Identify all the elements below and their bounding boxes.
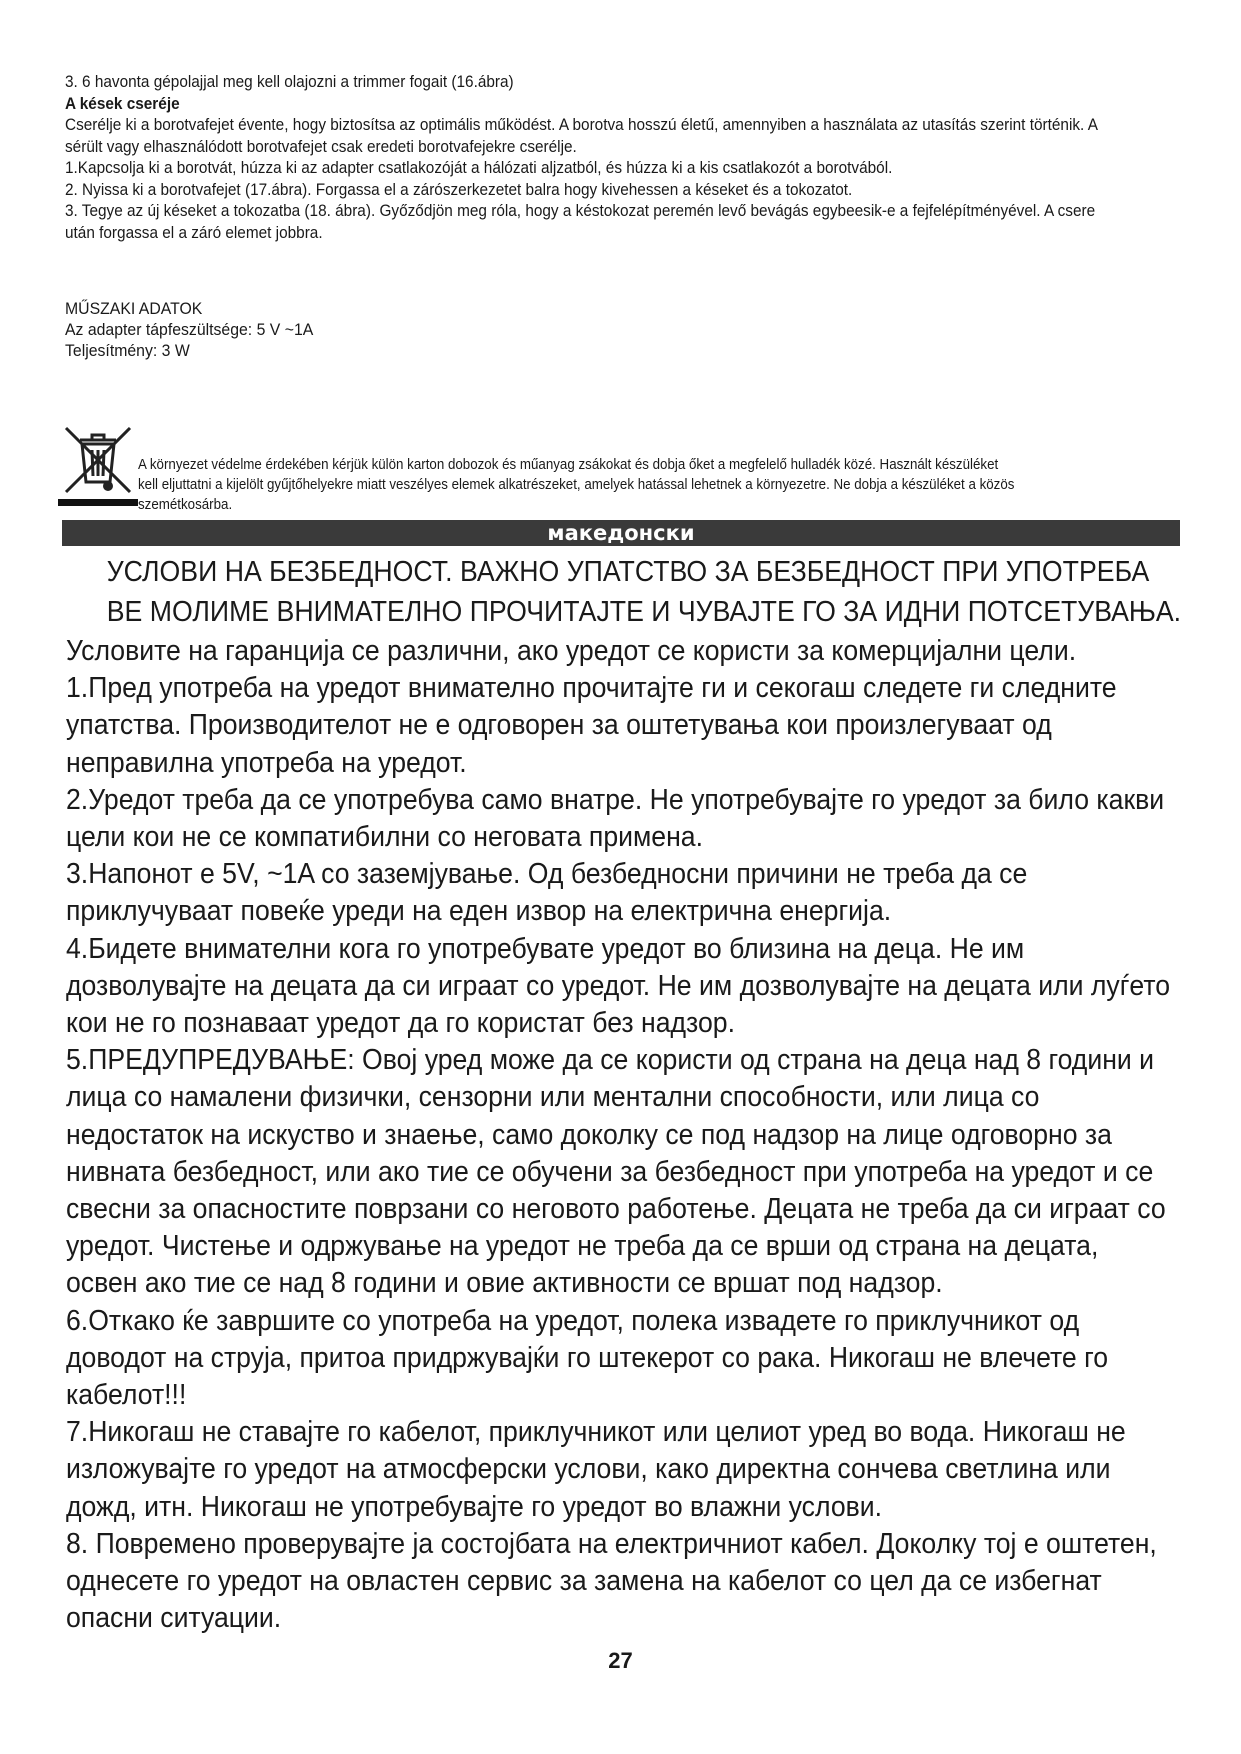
specs-heading: MŰSZAKI ADATOK bbox=[65, 299, 203, 318]
safety-item-4: 4.Бидете внимателни кога го употребувате уредот во близина на деца. Не им дозволувајте на децата да си играат со уредот. Не им дозволувајте на децата или луѓето кои не го познаваат уредот да го користат без надзор. bbox=[66, 932, 1171, 1040]
hungarian-section bbox=[65, 72, 1107, 244]
safety-item-6: 6.Откако ќе завршите со употреба на уредот, полека извадете го приклучникот од доводот на струја, притоа придржувајќи го штекерот со рака. Никогаш не влечете го кабелот!!! bbox=[66, 1304, 1109, 1412]
safety-title-line-1: УСЛОВИ НА БЕЗБЕДНОСТ. ВАЖНО УПАТСТВО ЗА БЕЗБЕДНОСТ ПРИ УПОТРЕБА bbox=[106, 556, 1150, 588]
safety-item-5: 5.ПРЕДУПРЕДУВАЊЕ: Овој уред може да се користи од страна на деца над 8 години и лица со намалени физички, сензорни или ментални способности, или лица со недостаток на искуство и знаење, само доколку се под надзор на лице одговорно за нивната безбедност, или ако тие се обучени за безбедност при употреба на уредот и се свесни за опасностите поврзани со неговото работење. Децата не треба да си играат со уредот. Чистење и одржување на уредот не треба да се врши од страна на децата, освен ако тие се над 8 години и овие активности се вршат под надзор. bbox=[66, 1044, 1166, 1300]
language-section-bar: македонски bbox=[62, 520, 1180, 546]
weee-line-2: kell eljuttatni a kijelölt gyűjtőhelyekre miatt veszélyes elemek alkatrészeket, amelyek hatással lehetnek a környezetre. Ne dobja a készüléket a közös bbox=[138, 477, 1015, 493]
safety-title-line-2: ВЕ МОЛИМЕ ВНИМАТЕЛНО ПРОЧИТАЈТЕ И ЧУВАЈТЕ ГО ЗА ИДНИ ПОТСЕТУВАЊА. bbox=[106, 596, 1182, 628]
blade-replacement-heading: A kések cseréje bbox=[65, 94, 180, 113]
safety-item-8: 8. Повремено проверувајте ја состојбата на електричниот кабел. Доколку тој е оштетен, однесете го уредот на овластен сервис за замена на кабелот со цел да се избегнат опасни ситуации. bbox=[66, 1527, 1157, 1635]
technical-specs bbox=[65, 298, 313, 361]
warranty-intro: Условите на гаранција се различни, ако уредот се користи за комерцијални цели. bbox=[66, 635, 1077, 667]
safety-item-3: 3.Напонот е 5V, ~1A со заземјување. Од безбедносни причини не треба да се приклучуваат повеќе уреди на еден извор на електрична енергија. bbox=[66, 858, 1028, 928]
specs-power: Teljesítmény: 3 W bbox=[65, 341, 190, 360]
blade-step-1: 1.Kapcsolja ki a borotvát, húzza ki az adapter csatlakozóját a hálózati aljzatból, és húzza ki a kis csatlakozót a borotvából. bbox=[65, 159, 893, 177]
weee-crossed-bin-icon bbox=[58, 420, 138, 506]
page-number: 27 bbox=[608, 1648, 633, 1673]
blade-step-3: 3. Tegye az új késeket a tokozatba (18. ábra). Győződjön meg róla, hogy a késtokozat peremén levő bevágás egybeesik-e a fejfelépítményével. A csere után forgassa el a záró elemet jobbra. bbox=[65, 202, 1096, 242]
macedonian-safety-section bbox=[66, 633, 1177, 1637]
blade-replacement-intro: Cserélje ki a borotvafejet évente, hogy biztosítsa az optimális működést. A borotva hosszú életű, amennyiben a használata az utasítás szerint történik. A sérült vagy elhasználódott borotvafejet csak eredeti borotvafejekre cserélje. bbox=[65, 116, 1098, 156]
weee-line-1: A környezet védelme érdekében kérjük külön karton dobozok és műanyag zsákokat és dobja őket a megfelelő hulladék közé. Használt készüléket bbox=[138, 457, 999, 473]
safety-title bbox=[62, 552, 1180, 632]
safety-item-7: 7.Никогаш не ставајте го кабелот, приклучникот или целиот уред во вода. Никогаш не изложувајте го уредот на атмосферски услови, како директна сончева светлина или дожд, итн. Никогаш не употребувајте го уредот во влажни услови. bbox=[66, 1416, 1126, 1523]
oiling-instruction: 3. 6 havonta gépolajjal meg kell olajozni a trimmer fogait (16.ábra) bbox=[65, 73, 514, 91]
weee-line-3: szemétkosárba. bbox=[138, 497, 233, 513]
blade-step-2: 2. Nyissa ki a borotvafejet (17.ábra). Forgassa el a zárószerkezetet balra hogy kivehessen a késeket és a tokozatot. bbox=[65, 180, 853, 199]
safety-item-1: 1.Пред употреба на уредот внимателно прочитајте ги и секогаш следете ги следните упатства. Производителот не е одговорен за оштетувања кои произлегуваат од неправилна употреба на уредот. bbox=[66, 672, 1117, 779]
weee-disposal-notice bbox=[138, 455, 1132, 515]
safety-item-2: 2.Уредот треба да се употребува само внатре. Не употребувајте го уредот за било какви цели кои не се компатибилни со неговата примена. bbox=[66, 783, 1165, 854]
specs-voltage: Az adapter tápfeszültsége: 5 V ~1A bbox=[65, 320, 314, 339]
